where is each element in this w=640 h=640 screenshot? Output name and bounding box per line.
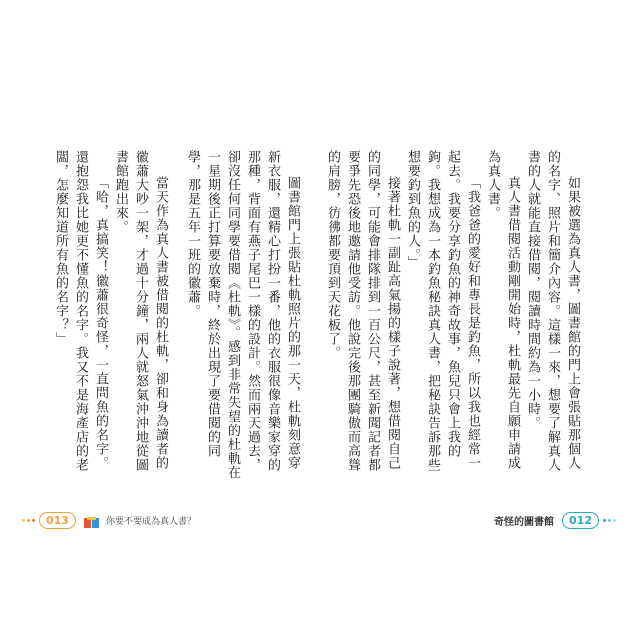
right-page-number <box>562 512 616 529</box>
decorative-dots-icon <box>603 519 616 522</box>
left-footer <box>22 508 196 532</box>
right-paragraph-4: 接著杜軌一副趾高氣揚的樣子說著，想借閱自己的同學，可能會排隊排到一百公尺，甚至新聞記者都要爭先恐後地邀請他受訪。他說完後那團騎傲而高聳的肩膀，彷彿都要頂到天花板了。 <box>325 150 400 472</box>
left-paragraph-1: 圖書館門上張貼杜軌照片的那一天，杜軌刻意穿新衣服，還精心打扮一番，他的衣服很像音樂家穿的那種，背面有燕子尾巴一樣的設計。然而兩天過去，卻沒任何同學要借閱《杜軌》。感到非常失望的杜軌在一星期後正打算要放棄時，終於出現了要借閱的同學，那是五年一班的徽蕭。 <box>185 150 300 480</box>
right-paragraph-1: 如果被選為真人書，圖書館的門上會張貼那個人的名字、照片和簡介內容。這樣一來，想要了解真人書的人就能直接借閱，閱讀時間約為一小時。 <box>525 150 580 472</box>
book-series-icon <box>84 514 100 526</box>
left-paragraph-3: 「哈，真搞笑！徽蕭很奇怪，一直問魚的名字。還抱怨我比她更不懂魚的名字。我又不是海產店的老闆，怎麼知道所有魚的名字？」 <box>53 150 108 472</box>
right-page <box>320 0 640 640</box>
paragraph-gap <box>170 150 182 480</box>
right-paragraph-3: 「我爸爸的愛好和專長是釣魚，所以我也經常一起去。我要分享釣魚的神奇故事，魚兒只會上我的鉤。我想成為一本釣魚秘訣真人書，把秘訣告訴那些想要釣到魚的人。」 <box>405 150 480 472</box>
page-number-text: 013 <box>39 512 76 529</box>
right-paragraph-2: 真人書借閱活動剛開始時，杜軌最先自願申請成為真人書。 <box>485 150 520 470</box>
chapter-title: 奇怪的圖書館 <box>494 516 555 528</box>
page-number-text: 012 <box>562 512 599 529</box>
right-footer <box>494 508 616 532</box>
left-paragraph-2: 當天作為真人書被借閱的杜軌，卻和身為讀者的徽蕭大吵一架，才過十分鐘，兩人就怒氣沖沖地從圖書館跑出來。 <box>113 150 168 472</box>
running-title: 你要不要成為真人書？ <box>105 516 196 527</box>
left-page-number <box>22 512 76 529</box>
right-page-body <box>325 150 582 480</box>
decorative-dots-icon <box>22 519 35 522</box>
left-page-body <box>30 150 302 480</box>
